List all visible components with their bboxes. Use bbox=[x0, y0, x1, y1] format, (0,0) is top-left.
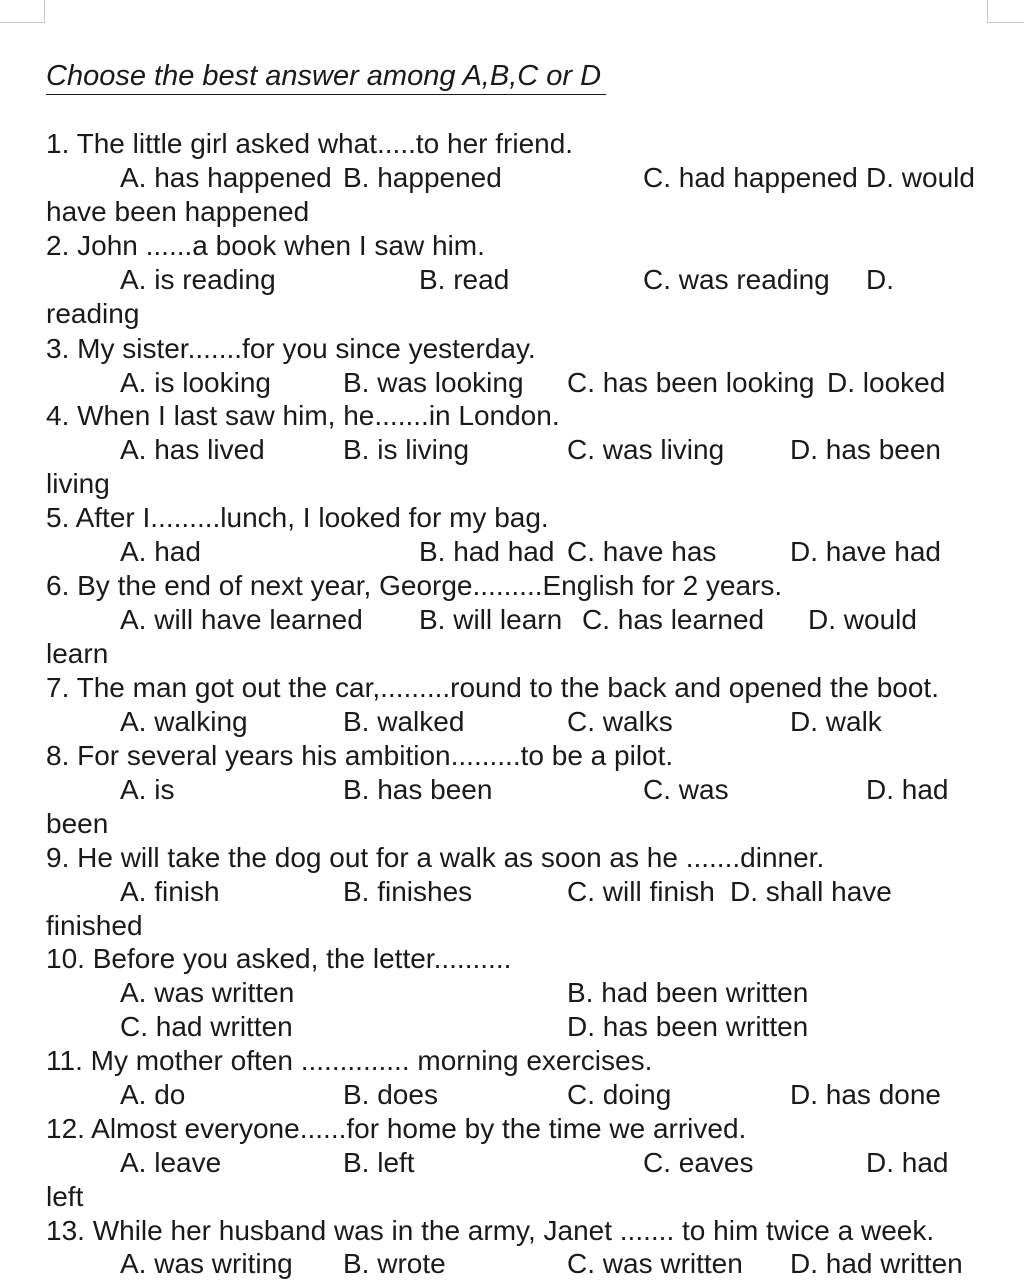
question-2-option-c[interactable]: C. was reading bbox=[643, 264, 830, 295]
question-1-option-b[interactable]: B. happened bbox=[343, 162, 502, 193]
question-10-option-d[interactable]: D. has been written bbox=[567, 1011, 809, 1042]
question-11-option-a[interactable]: A. do bbox=[120, 1079, 186, 1110]
question-8-option-b[interactable]: B. has been bbox=[343, 774, 493, 805]
question-10-option-b[interactable]: B. had been written bbox=[567, 977, 809, 1008]
question-5-option-b[interactable]: B. had had bbox=[419, 536, 555, 567]
question-10-option-c[interactable]: C. had written bbox=[120, 1011, 293, 1042]
question-4-option-b[interactable]: B. is living bbox=[343, 434, 470, 465]
question-5-stem: 5. After I.........lunch, I looked for my bag. bbox=[46, 502, 549, 533]
question-8-continuation: been bbox=[46, 808, 109, 839]
question-7-option-d[interactable]: D. walk bbox=[790, 706, 882, 737]
question-3-stem: 3. My sister.......for you since yesterday. bbox=[46, 333, 536, 364]
question-9-option-a[interactable]: A. finish bbox=[120, 876, 220, 907]
question-7-option-a[interactable]: A. walking bbox=[120, 706, 248, 737]
question-9-stem: 9. He will take the dog out for a walk as soon as he .......dinner. bbox=[46, 842, 825, 873]
question-6-option-d[interactable]: D. would bbox=[808, 604, 917, 635]
question-13-option-a[interactable]: A. was writing bbox=[120, 1248, 293, 1279]
question-9-option-c[interactable]: C. will finish bbox=[567, 876, 715, 907]
question-3-option-b[interactable]: B. was looking bbox=[343, 367, 524, 398]
question-6-stem: 6. By the end of next year, George.........English for 2 years. bbox=[46, 570, 783, 601]
question-1-continuation: have been happened bbox=[46, 196, 310, 227]
page-title: Choose the best answer among A,B,C or D bbox=[46, 58, 606, 95]
question-7-stem: 7. The man got out the car,.........round to the back and opened the boot. bbox=[46, 672, 939, 703]
question-1-option-c[interactable]: C. had happened bbox=[643, 162, 858, 193]
question-8-option-a[interactable]: A. is bbox=[120, 774, 175, 805]
question-5-option-a[interactable]: A. had bbox=[120, 536, 201, 567]
question-8-option-c[interactable]: C. was bbox=[643, 774, 729, 805]
question-4-continuation: living bbox=[46, 468, 110, 499]
question-6-option-c[interactable]: C. has learned bbox=[582, 604, 765, 635]
question-9-option-d[interactable]: D. shall have bbox=[730, 876, 892, 907]
question-12-continuation: left bbox=[46, 1181, 84, 1212]
question-12-option-a[interactable]: A. leave bbox=[120, 1147, 222, 1178]
question-11-stem: 11. My mother often .............. morning exercises. bbox=[46, 1045, 653, 1076]
question-5-option-c[interactable]: C. have has bbox=[567, 536, 717, 567]
crop-mark-top-left bbox=[0, 0, 45, 23]
question-2-option-d[interactable]: D. bbox=[866, 264, 894, 295]
question-13-option-c[interactable]: C. was written bbox=[567, 1248, 743, 1279]
question-6-continuation: learn bbox=[46, 638, 109, 669]
question-4-option-a[interactable]: A. has lived bbox=[120, 434, 265, 465]
question-1-option-d[interactable]: D. would bbox=[866, 162, 975, 193]
question-3-option-a[interactable]: A. is looking bbox=[120, 367, 271, 398]
question-10-option-a[interactable]: A. was written bbox=[120, 977, 295, 1008]
question-2-stem: 2. John ......a book when I saw him. bbox=[46, 230, 485, 261]
question-13-option-b[interactable]: B. wrote bbox=[343, 1248, 446, 1279]
question-12-option-d[interactable]: D. had bbox=[866, 1147, 949, 1178]
question-4-option-c[interactable]: C. was living bbox=[567, 434, 725, 465]
question-7-option-b[interactable]: B. walked bbox=[343, 706, 465, 737]
question-7-option-c[interactable]: C. walks bbox=[567, 706, 673, 737]
question-2-option-a[interactable]: A. is reading bbox=[120, 264, 276, 295]
question-10-stem: 10. Before you asked, the letter.......... bbox=[46, 943, 512, 974]
question-12-stem: 12. Almost everyone......for home by the time we arrived. bbox=[46, 1113, 747, 1144]
question-1-option-a[interactable]: A. has happened bbox=[120, 162, 332, 193]
question-9-option-b[interactable]: B. finishes bbox=[343, 876, 473, 907]
question-2-continuation: reading bbox=[46, 298, 140, 329]
question-13-stem: 13. While her husband was in the army, Janet ....... to him twice a week. bbox=[46, 1215, 935, 1246]
question-4-option-d[interactable]: D. has been bbox=[790, 434, 941, 465]
question-8-stem: 8. For several years his ambition.........to be a pilot. bbox=[46, 740, 674, 771]
question-3-option-c[interactable]: C. has been looking bbox=[567, 367, 815, 398]
question-13-option-d[interactable]: D. had written bbox=[790, 1248, 963, 1279]
question-8-option-d[interactable]: D. had bbox=[866, 774, 949, 805]
question-2-option-b[interactable]: B. read bbox=[419, 264, 510, 295]
question-11-option-d[interactable]: D. has done bbox=[790, 1079, 941, 1110]
question-6-option-a[interactable]: A. will have learned bbox=[120, 604, 363, 635]
question-11-option-b[interactable]: B. does bbox=[343, 1079, 438, 1110]
question-9-continuation: finished bbox=[46, 910, 143, 941]
question-12-option-b[interactable]: B. left bbox=[343, 1147, 415, 1178]
question-3-option-d[interactable]: D. looked bbox=[827, 367, 946, 398]
crop-mark-top-right bbox=[987, 0, 1024, 23]
question-12-option-c[interactable]: C. eaves bbox=[643, 1147, 754, 1178]
question-1-stem: 1. The little girl asked what.....to her friend. bbox=[46, 128, 574, 159]
question-5-option-d[interactable]: D. have had bbox=[790, 536, 941, 567]
question-6-option-b[interactable]: B. will learn bbox=[419, 604, 563, 635]
question-4-stem: 4. When I last saw him, he.......in London. bbox=[46, 400, 560, 431]
question-11-option-c[interactable]: C. doing bbox=[567, 1079, 672, 1110]
